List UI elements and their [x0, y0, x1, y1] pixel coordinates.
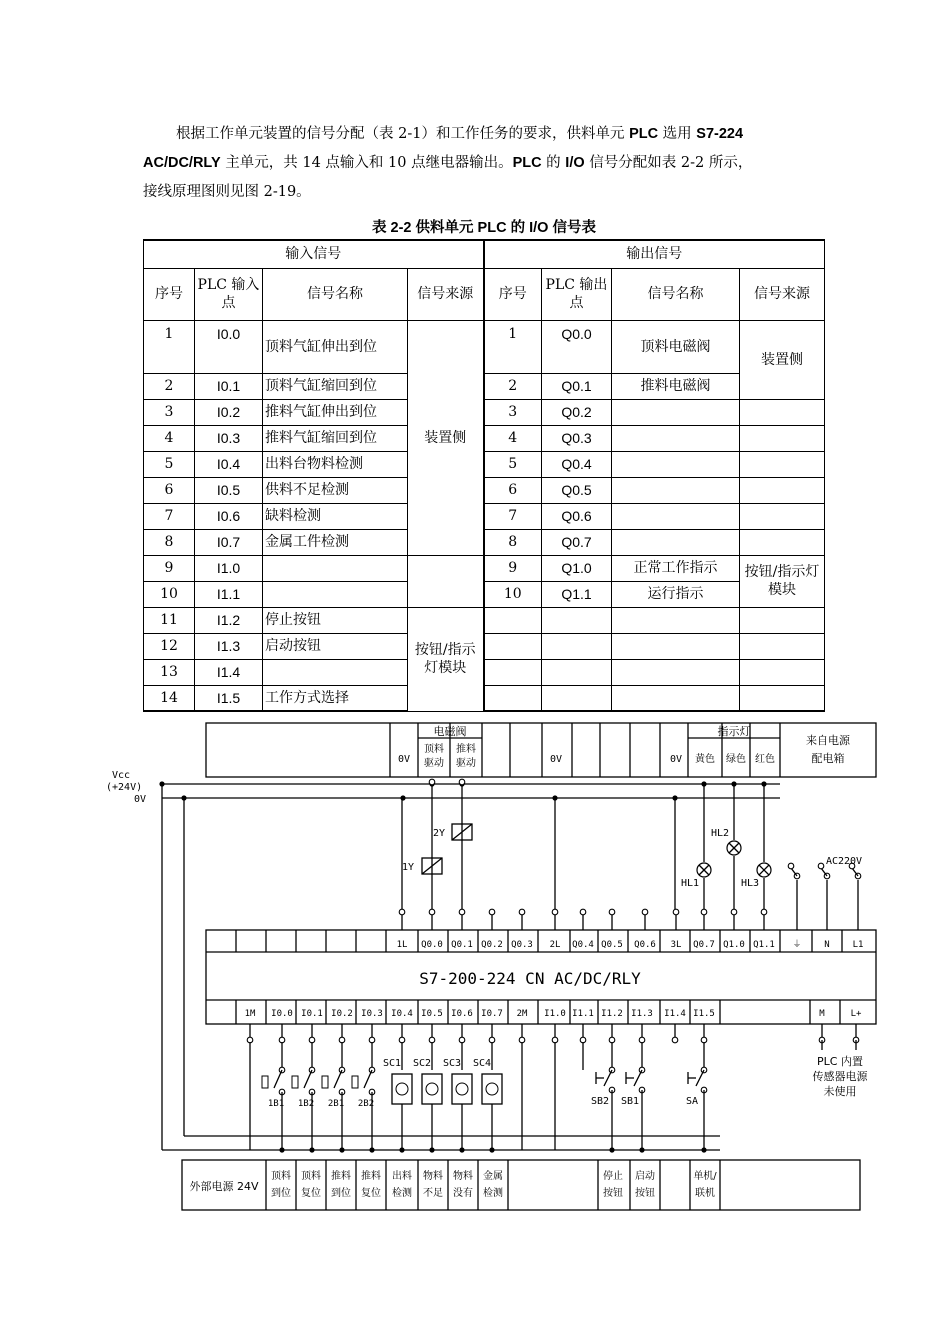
bottom-terminal-17: L+	[850, 1009, 862, 1019]
output-signal-name	[612, 503, 740, 529]
bottom-terminal-8: I0.7	[481, 1009, 503, 1019]
input-point: I1.2	[195, 607, 263, 633]
intro-line-3: 接线原理图则见图 2-19。	[143, 184, 311, 200]
output-terminal-ring	[673, 909, 679, 915]
top-terminal-15: L1	[852, 940, 864, 950]
sensor-power-note-1: PLC 内置	[817, 1055, 863, 1068]
wire	[304, 1070, 312, 1088]
bottom-label-8-b: 按钮	[603, 1188, 623, 1199]
col-plc-output-header: PLC 输出点	[542, 268, 612, 320]
input-point: I0.6	[195, 503, 263, 529]
detector-label-3: SC4	[472, 1058, 492, 1069]
output-terminal-ring	[552, 909, 558, 915]
input-terminal-ring	[552, 1037, 558, 1043]
input-seq: 11	[144, 607, 195, 633]
bottom-terminal-4: I0.3	[361, 1009, 383, 1019]
input-terminal-ring	[580, 1037, 586, 1043]
sensor-icon	[352, 1076, 358, 1088]
input-signal-header: 输入信号	[144, 240, 484, 268]
input-point: I0.1	[195, 373, 263, 399]
input-point: I0.0	[195, 320, 263, 373]
bottom-label-9-b: 按钮	[635, 1188, 655, 1199]
power-source-1: 来自电源	[806, 734, 850, 747]
coil-1y-label: 1Y	[401, 862, 414, 873]
col-source-header: 信号来源	[740, 268, 825, 320]
solenoid-1b: 驱动	[424, 758, 444, 769]
bottom-label-1: 顶料	[301, 1171, 321, 1182]
input-seq: 3	[144, 399, 195, 425]
input-signal-name: 缺料检测	[263, 503, 408, 529]
top-terminal-9: 3L	[670, 940, 682, 950]
table-cell	[484, 607, 542, 633]
input-point: I1.4	[195, 659, 263, 685]
output-terminal-ring	[642, 909, 648, 915]
input-terminal-ring	[247, 1037, 253, 1043]
output-signal-name	[612, 451, 740, 477]
table-cell	[740, 451, 825, 477]
lamp-label-0: HL1	[680, 878, 700, 889]
bottom-label-2-b: 到位	[331, 1188, 351, 1199]
top-label-strip	[206, 723, 876, 777]
output-seq: 1	[484, 320, 542, 373]
input-signal-name: 顶料气缸伸出到位	[263, 320, 408, 373]
input-seq: 7	[144, 503, 195, 529]
table-cell	[542, 633, 612, 659]
table-cell	[542, 685, 612, 711]
bottom-terminal-12: I1.2	[601, 1009, 623, 1019]
input-signal-name: 出料台物料检测	[263, 451, 408, 477]
output-seq: 8	[484, 529, 542, 555]
col-seq-header: 序号	[484, 268, 542, 320]
output-point: Q0.3	[542, 425, 612, 451]
strip-0v: 0V	[549, 754, 563, 765]
strip-0v: 0V	[397, 754, 411, 765]
top-terminal-3: Q0.2	[481, 940, 503, 950]
sensor-icon	[322, 1076, 328, 1088]
table-cell	[484, 685, 542, 711]
top-terminal-0: 1L	[396, 940, 408, 950]
bottom-label-5-b: 不足	[423, 1188, 443, 1199]
input-point: I1.3	[195, 633, 263, 659]
vcc-label: Vcc	[112, 770, 131, 781]
sensor-label-1: 1B2	[297, 1099, 315, 1109]
input-source-device: 装置侧	[408, 320, 484, 555]
input-point: I1.0	[195, 555, 263, 581]
input-seq: 8	[144, 529, 195, 555]
bottom-label-2: 推料	[331, 1171, 351, 1182]
output-seq: 6	[484, 477, 542, 503]
junction-dot	[181, 795, 186, 800]
junction-dot	[701, 781, 706, 786]
output-seq: 5	[484, 451, 542, 477]
terminal-ring	[459, 779, 465, 785]
input-terminal-ring	[519, 1037, 525, 1043]
output-seq: 9	[484, 555, 542, 581]
input-signal-name: 工作方式选择	[263, 685, 408, 711]
bottom-label-3-b: 复位	[361, 1188, 381, 1199]
input-seq: 12	[144, 633, 195, 659]
bottom-label-0-b: 到位	[271, 1188, 291, 1199]
output-signal-name: 运行指示	[612, 581, 740, 607]
output-seq: 10	[484, 581, 542, 607]
output-signal-name	[612, 477, 740, 503]
top-terminal-4: Q0.3	[511, 940, 533, 950]
input-signal-name: 启动按钮	[263, 633, 408, 659]
detector-box	[392, 1074, 412, 1104]
bottom-label-4: 出料	[392, 1171, 412, 1182]
bottom-label-7: 金属	[483, 1171, 503, 1182]
input-terminal-ring	[489, 1037, 495, 1043]
bottom-terminal-16: M	[819, 1009, 825, 1019]
power-source-2: 配电箱	[811, 752, 845, 765]
table-cell	[484, 633, 542, 659]
bottom-terminal-1: I0.0	[271, 1009, 293, 1019]
table-cell	[740, 685, 825, 711]
detector-box	[452, 1074, 472, 1104]
input-seq: 9	[144, 555, 195, 581]
top-terminal-11: Q1.0	[723, 940, 745, 950]
junction-dot	[731, 781, 736, 786]
solenoid-header: 电磁阀	[433, 725, 467, 738]
top-terminal-5: 2L	[549, 940, 561, 950]
table-cell	[484, 659, 542, 685]
detector-box	[482, 1074, 502, 1104]
output-terminal-ring	[429, 909, 435, 915]
sensor-power-note-2: 传感器电源	[812, 1070, 868, 1083]
input-seq: 2	[144, 373, 195, 399]
sensor-power-note-3: 未使用	[823, 1085, 857, 1098]
bottom-terminal-7: I0.6	[451, 1009, 473, 1019]
output-terminal-ring	[489, 909, 495, 915]
table-cell	[612, 659, 740, 685]
top-terminal-7: Q0.5	[601, 940, 623, 950]
input-signal-name: 供料不足检测	[263, 477, 408, 503]
output-terminal-ring	[609, 909, 615, 915]
coil-2y-label: 2Y	[432, 828, 445, 839]
output-signal-header: 输出信号	[484, 240, 825, 268]
button-label-0: SB2	[590, 1096, 610, 1107]
lamp-header: 指示灯	[717, 725, 751, 738]
output-signal-name: 正常工作指示	[612, 555, 740, 581]
wire	[334, 1070, 342, 1088]
input-signal-name	[263, 659, 408, 685]
sensor-label-3: 2B2	[357, 1099, 375, 1109]
lamp-label-2: HL3	[740, 878, 760, 889]
button-label-2: SA	[685, 1096, 699, 1107]
lamp-red: 红色	[755, 754, 775, 765]
detector-icon	[396, 1083, 408, 1095]
lamp-green: 绿色	[726, 754, 746, 765]
output-point: Q0.1	[542, 373, 612, 399]
plc-model-label: S7-200-224 CN AC/DC/RLY	[419, 969, 641, 988]
col-name-header: 信号名称	[263, 268, 408, 320]
input-signal-name	[263, 581, 408, 607]
detector-icon	[426, 1083, 438, 1095]
top-terminal-1: Q0.0	[421, 940, 443, 950]
table-cell	[542, 659, 612, 685]
input-terminal-ring	[701, 1037, 707, 1043]
wiring-diagram	[100, 720, 880, 1215]
bottom-label-10: 单机/	[693, 1171, 717, 1182]
input-terminal-ring	[339, 1037, 345, 1043]
input-signal-name: 推料气缸缩回到位	[263, 425, 408, 451]
bottom-label-7-b: 检测	[483, 1188, 503, 1199]
input-seq: 13	[144, 659, 195, 685]
output-point: Q0.0	[542, 320, 612, 373]
solenoid-2b: 驱动	[456, 758, 476, 769]
wire	[274, 1070, 282, 1088]
bottom-terminal-11: I1.1	[572, 1009, 594, 1019]
col-seq-header: 序号	[144, 268, 195, 320]
table-cell	[740, 399, 825, 425]
output-seq: 4	[484, 425, 542, 451]
output-point: Q1.1	[542, 581, 612, 607]
input-terminal-ring	[459, 1037, 465, 1043]
detector-label-2: SC3	[442, 1058, 462, 1069]
intro-line-2: AC/DC/RLY 主单元，共 14 点输入和 10 点继电器输出。PLC 的 I/O 信号分配如表 2-2 所示，	[143, 155, 753, 171]
output-point: Q1.0	[542, 555, 612, 581]
input-terminal-ring	[279, 1037, 285, 1043]
output-point: Q0.7	[542, 529, 612, 555]
bottom-terminal-13: I1.3	[631, 1009, 653, 1019]
vcc-voltage-label: (+24V)	[106, 782, 143, 793]
input-point: I0.7	[195, 529, 263, 555]
output-terminal-ring	[580, 909, 586, 915]
bottom-label-5: 物料	[423, 1171, 443, 1182]
input-signal-name: 停止按钮	[263, 607, 408, 633]
bottom-label-0: 顶料	[271, 1171, 291, 1182]
bottom-label-8: 停止	[603, 1171, 623, 1182]
power-terminal-top	[818, 863, 824, 869]
output-signal-name	[612, 399, 740, 425]
wire	[696, 1070, 704, 1086]
bottom-terminal-9: 2M	[516, 1009, 528, 1019]
bottom-terminal-3: I0.2	[331, 1009, 353, 1019]
lamp-label-1: HL2	[710, 828, 730, 839]
wire	[604, 1070, 612, 1086]
input-point: I1.1	[195, 581, 263, 607]
solenoid-2a: 推料	[456, 744, 476, 755]
detector-label-0: SC1	[382, 1058, 402, 1069]
bottom-label-3: 推料	[361, 1171, 381, 1182]
wire	[634, 1070, 642, 1086]
top-terminal-14: N	[824, 940, 830, 950]
top-terminal-6: Q0.4	[572, 940, 594, 950]
io-signal-table	[143, 239, 825, 712]
table-cell	[740, 477, 825, 503]
junction-dot	[761, 781, 766, 786]
input-seq: 5	[144, 451, 195, 477]
input-signal-name: 金属工件检测	[263, 529, 408, 555]
input-terminal-ring	[369, 1037, 375, 1043]
output-signal-name	[612, 529, 740, 555]
input-point: I0.5	[195, 477, 263, 503]
ac220v-label: AC220V	[825, 856, 863, 867]
input-terminal-ring	[609, 1037, 615, 1043]
intro-line-1: 根据工作单元装置的信号分配（表 2-1）和工作任务的要求，供料单元 PLC 选用 S7-224	[176, 126, 744, 142]
table-caption: 表 2-2 供料单元 PLC 的 I/O 信号表	[372, 220, 596, 236]
sensor-label-2: 2B1	[327, 1099, 345, 1109]
bottom-label-6: 物料	[453, 1171, 473, 1182]
bottom-terminal-2: I0.1	[301, 1009, 323, 1019]
top-terminal-12: Q1.1	[753, 940, 775, 950]
input-terminal-ring	[429, 1037, 435, 1043]
input-seq: 14	[144, 685, 195, 711]
output-seq: 2	[484, 373, 542, 399]
wire	[364, 1070, 372, 1088]
detector-icon	[486, 1083, 498, 1095]
input-source-empty	[408, 555, 484, 607]
output-terminal-ring	[761, 909, 767, 915]
bottom-terminal-0: 1M	[244, 1009, 256, 1019]
output-terminal-ring	[701, 909, 707, 915]
bottom-label-strip	[182, 1160, 860, 1210]
detector-icon	[456, 1083, 468, 1095]
input-terminal-ring	[672, 1037, 678, 1043]
sensor-label-0: 1B1	[267, 1099, 285, 1109]
table-cell	[740, 529, 825, 555]
ext-power-label: 外部电源 24V	[189, 1180, 259, 1193]
table-cell	[612, 633, 740, 659]
power-terminal-top	[788, 863, 794, 869]
detector-box	[422, 1074, 442, 1104]
output-signal-name: 推料电磁阀	[612, 373, 740, 399]
bottom-terminal-15: I1.5	[693, 1009, 715, 1019]
output-seq: 3	[484, 399, 542, 425]
bottom-label-1-b: 复位	[301, 1188, 321, 1199]
strip-0v: 0V	[669, 754, 683, 765]
table-cell	[612, 607, 740, 633]
input-point: I0.3	[195, 425, 263, 451]
terminal-ring	[429, 779, 435, 785]
bottom-label-9: 启动	[635, 1171, 655, 1182]
output-signal-name	[612, 425, 740, 451]
input-point: I0.2	[195, 399, 263, 425]
input-signal-name: 顶料气缸缩回到位	[263, 373, 408, 399]
bottom-label-4-b: 检测	[392, 1188, 412, 1199]
bottom-terminal-10: I1.0	[544, 1009, 566, 1019]
button-label-1: SB1	[620, 1096, 640, 1107]
input-seq: 10	[144, 581, 195, 607]
output-terminal-ring	[459, 909, 465, 915]
input-seq: 1	[144, 320, 195, 373]
detector-label-1: SC2	[412, 1058, 432, 1069]
solenoid-1a: 顶料	[424, 744, 444, 755]
junction-dot	[400, 795, 405, 800]
output-source-device: 装置侧	[740, 320, 825, 399]
bottom-label-6-b: 没有	[453, 1188, 473, 1199]
output-terminal-ring	[399, 909, 405, 915]
table-cell	[740, 607, 825, 633]
input-source-panel: 按钮/指示灯模块	[408, 607, 484, 711]
sensor-icon	[292, 1076, 298, 1088]
input-point: I0.4	[195, 451, 263, 477]
top-terminal-2: Q0.1	[451, 940, 473, 950]
table-cell	[612, 685, 740, 711]
output-point: Q0.6	[542, 503, 612, 529]
input-signal-name: 推料气缸伸出到位	[263, 399, 408, 425]
lamp-yellow: 黄色	[695, 754, 715, 765]
col-name-header: 信号名称	[612, 268, 740, 320]
input-terminal-ring	[639, 1037, 645, 1043]
output-point: Q0.5	[542, 477, 612, 503]
bottom-terminal-6: I0.5	[421, 1009, 443, 1019]
output-point: Q0.2	[542, 399, 612, 425]
input-terminal-ring	[399, 1037, 405, 1043]
output-point: Q0.4	[542, 451, 612, 477]
input-seq: 4	[144, 425, 195, 451]
output-seq: 7	[484, 503, 542, 529]
table-cell	[740, 503, 825, 529]
output-source-panel: 按钮/指示灯模块	[740, 555, 825, 607]
bottom-label-10-b: 联机	[695, 1188, 715, 1199]
output-terminal-ring	[731, 909, 737, 915]
top-terminal-8: Q0.6	[634, 940, 656, 950]
top-terminal-13: ⏚	[792, 940, 802, 950]
zero-v-label: 0V	[134, 794, 147, 805]
input-point: I1.5	[195, 685, 263, 711]
bottom-terminal-14: I1.4	[664, 1009, 686, 1019]
sensor-icon	[262, 1076, 268, 1088]
table-cell	[740, 633, 825, 659]
top-terminal-10: Q0.7	[693, 940, 715, 950]
intro-paragraph	[143, 120, 825, 207]
table-cell	[740, 659, 825, 685]
table-cell	[740, 425, 825, 451]
bottom-terminal-5: I0.4	[391, 1009, 413, 1019]
table-cell	[542, 607, 612, 633]
input-signal-name	[263, 555, 408, 581]
input-seq: 6	[144, 477, 195, 503]
output-terminal-ring	[519, 909, 525, 915]
col-plc-input-header: PLC 输入点	[195, 268, 263, 320]
input-terminal-ring	[309, 1037, 315, 1043]
col-source-header: 信号来源	[408, 268, 484, 320]
output-signal-name: 顶料电磁阀	[612, 320, 740, 373]
